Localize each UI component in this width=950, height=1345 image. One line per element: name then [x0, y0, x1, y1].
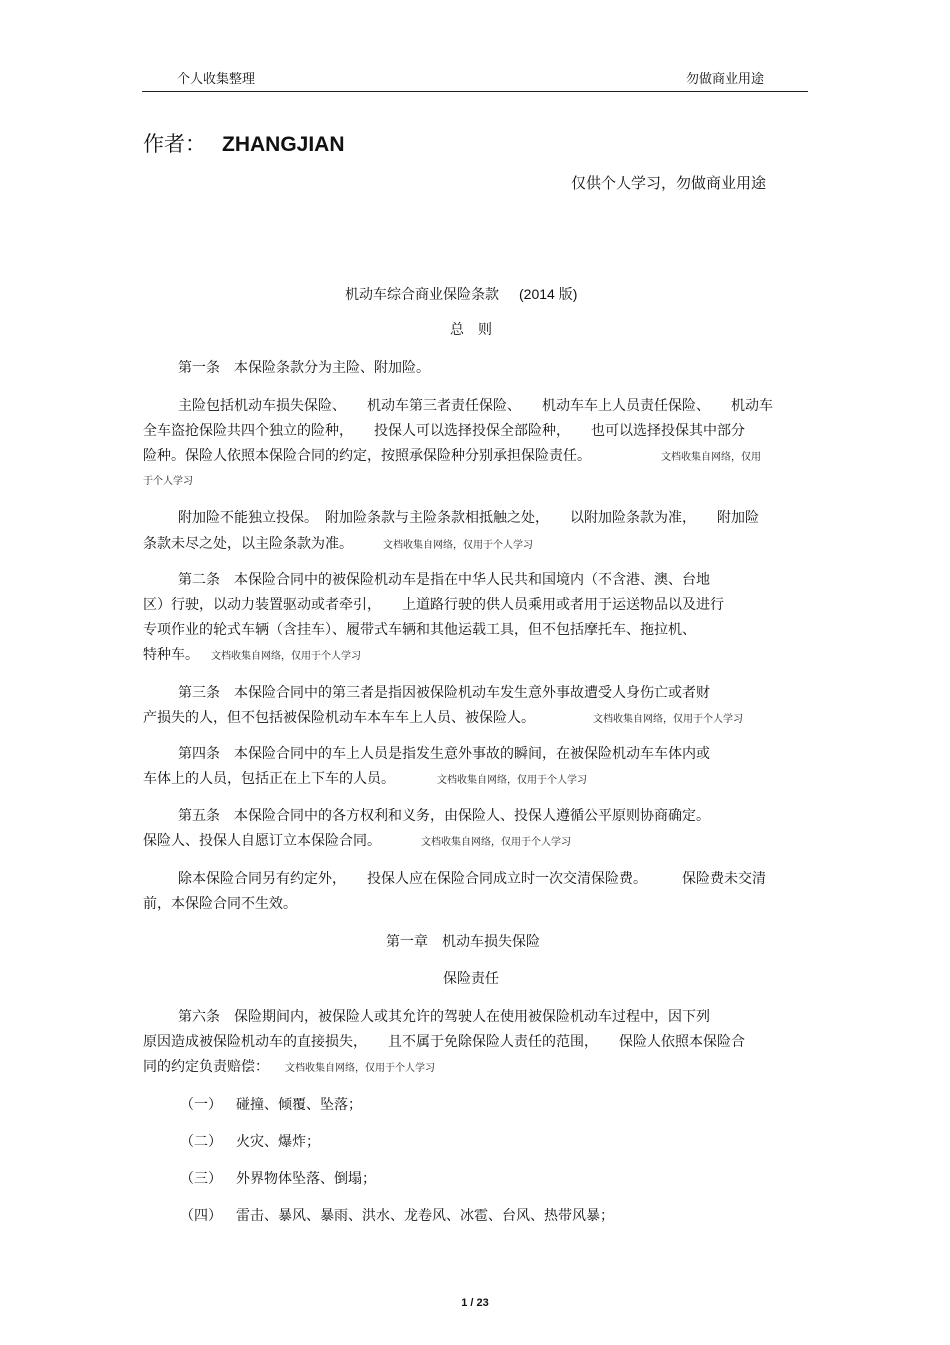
- p3-line2: [143, 533, 533, 553]
- article-2-line2: 区）行驶，以动力装置驱动或者牵引， 上道路行驶的供人员乘用或者用于运送物品以及进行: [143, 597, 724, 613]
- author-line: [143, 128, 345, 158]
- p2-line1: 主险包括机动车损失保险、 机动车第三者责任保险、 机动车车上人员责任保险、 机动车: [178, 398, 773, 414]
- list-item: [180, 1094, 362, 1114]
- item-number: （四）: [180, 1208, 222, 1224]
- source-note: 文档收集自网络，仅用于个人学习: [285, 1063, 435, 1074]
- article-6-line1: 第六条 保险期间内，被保险人或其允许的驾驶人在使用被保险机动车过程中，因下列: [178, 1009, 710, 1025]
- source-note: 文档收集自网络，仅用: [661, 452, 761, 463]
- p2-line3-text: 险种。保险人依照本保险合同的约定，按照承保险种分别承担保险责任。: [143, 448, 591, 464]
- source-note: 文档收集自网络，仅用于个人学习: [437, 775, 587, 786]
- list-item: [180, 1131, 320, 1151]
- article-5-line2: [143, 830, 571, 850]
- p2-line2: 全车盗抢保险共四个独立的险种， 投保人可以选择投保全部险种， 也可以选择投保其中部分: [143, 423, 745, 439]
- p3-line2-text: 条款未尽之处，以主险条款为准。: [143, 536, 353, 552]
- p8-line2: 前，本保险合同不生效。: [143, 896, 297, 912]
- item-text: 外界物体坠落、倒塌；: [236, 1171, 376, 1187]
- item-number: （三）: [180, 1171, 222, 1187]
- article-5-line2-text: 保险人、投保人自愿订立本保险合同。: [143, 833, 381, 849]
- article-6-line3: [143, 1056, 435, 1076]
- item-text: 雷击、暴风、暴雨、洪水、龙卷风、冰雹、台风、热带风暴；: [236, 1208, 614, 1224]
- header-rule: [142, 91, 808, 92]
- article-5-line1: 第五条 本保险合同中的各方权利和义务，由保险人、投保人遵循公平原则协商确定。: [178, 808, 710, 824]
- header-right: 勿做商业用途: [686, 72, 765, 87]
- chapter-title: 第一章 机动车损失保险: [386, 934, 540, 950]
- article-2-line1: 第二条 本保险合同中的被保险机动车是指在中华人民共和国境内（不含港、澳、台地: [178, 572, 710, 588]
- source-note: 文档收集自网络，仅用于个人学习: [421, 837, 571, 848]
- p8-line1: 除本保险合同另有约定外， 投保人应在保险合同成立时一次交清保险费。 保险费未交清: [178, 871, 766, 887]
- article-4-line2: [143, 768, 587, 788]
- header-left: 个人收集整理: [177, 72, 256, 87]
- document-title: [345, 284, 577, 304]
- author-label: 作者：: [143, 132, 206, 156]
- list-item: [180, 1168, 376, 1188]
- p2-line3: [143, 445, 761, 465]
- section-general: 总 则: [450, 322, 492, 338]
- article-2-line3: 专项作业的轮式车辆（含挂车）、履带式车辆和其他运载工具，但不包括摩托车、拖拉机、: [143, 622, 696, 638]
- article-2-line4-text: 特种车。: [143, 647, 199, 663]
- article-1: 第一条 本保险条款分为主险、附加险。: [178, 360, 430, 376]
- page-number: 1 / 23: [461, 1297, 489, 1309]
- article-4-line2-text: 车体上的人员，包括正在上下车的人员。: [143, 771, 395, 787]
- article-3-line1: 第三条 本保险合同中的第三者是指因被保险机动车发生意外事故遭受人身伤亡或者财: [178, 685, 710, 701]
- author-name: ZHANGJIAN: [222, 133, 345, 156]
- source-note: 于个人学习: [143, 476, 193, 487]
- article-6-line2: 原因造成被保险机动车的直接损失， 且不属于免除保险人责任的范围， 保险人依照本保险合: [143, 1034, 745, 1050]
- item-number: （一）: [180, 1097, 222, 1113]
- article-3-line2-text: 产损失的人，但不包括被保险机动车本车车上人员、被保险人。: [143, 710, 535, 726]
- section-duty: 保险责任: [443, 971, 499, 987]
- item-number: （二）: [180, 1134, 222, 1150]
- title-version: (2014 版): [519, 286, 578, 302]
- article-2-line4: [143, 644, 361, 664]
- source-note: 文档收集自网络，仅用于个人学习: [593, 714, 743, 725]
- item-text: 碰撞、倾覆、坠落；: [236, 1097, 362, 1113]
- subtitle: 仅供个人学习，勿做商业用途: [571, 174, 767, 192]
- list-item: [180, 1205, 614, 1225]
- source-note: 文档收集自网络，仅用于个人学习: [211, 651, 361, 662]
- title-text: 机动车综合商业保险条款: [345, 287, 499, 303]
- p3-line1: 附加险不能独立投保。 附加险条款与主险条款相抵触之处， 以附加险条款为准， 附加险: [178, 510, 759, 526]
- article-3-line2: [143, 707, 743, 727]
- article-6-line3-text: 同的约定负责赔偿：: [143, 1059, 269, 1075]
- source-note: 文档收集自网络，仅用于个人学习: [383, 540, 533, 551]
- article-4-line1: 第四条 本保险合同中的车上人员是指发生意外事故的瞬间，在被保险机动车车体内或: [178, 746, 710, 762]
- item-text: 火灾、爆炸；: [236, 1134, 320, 1150]
